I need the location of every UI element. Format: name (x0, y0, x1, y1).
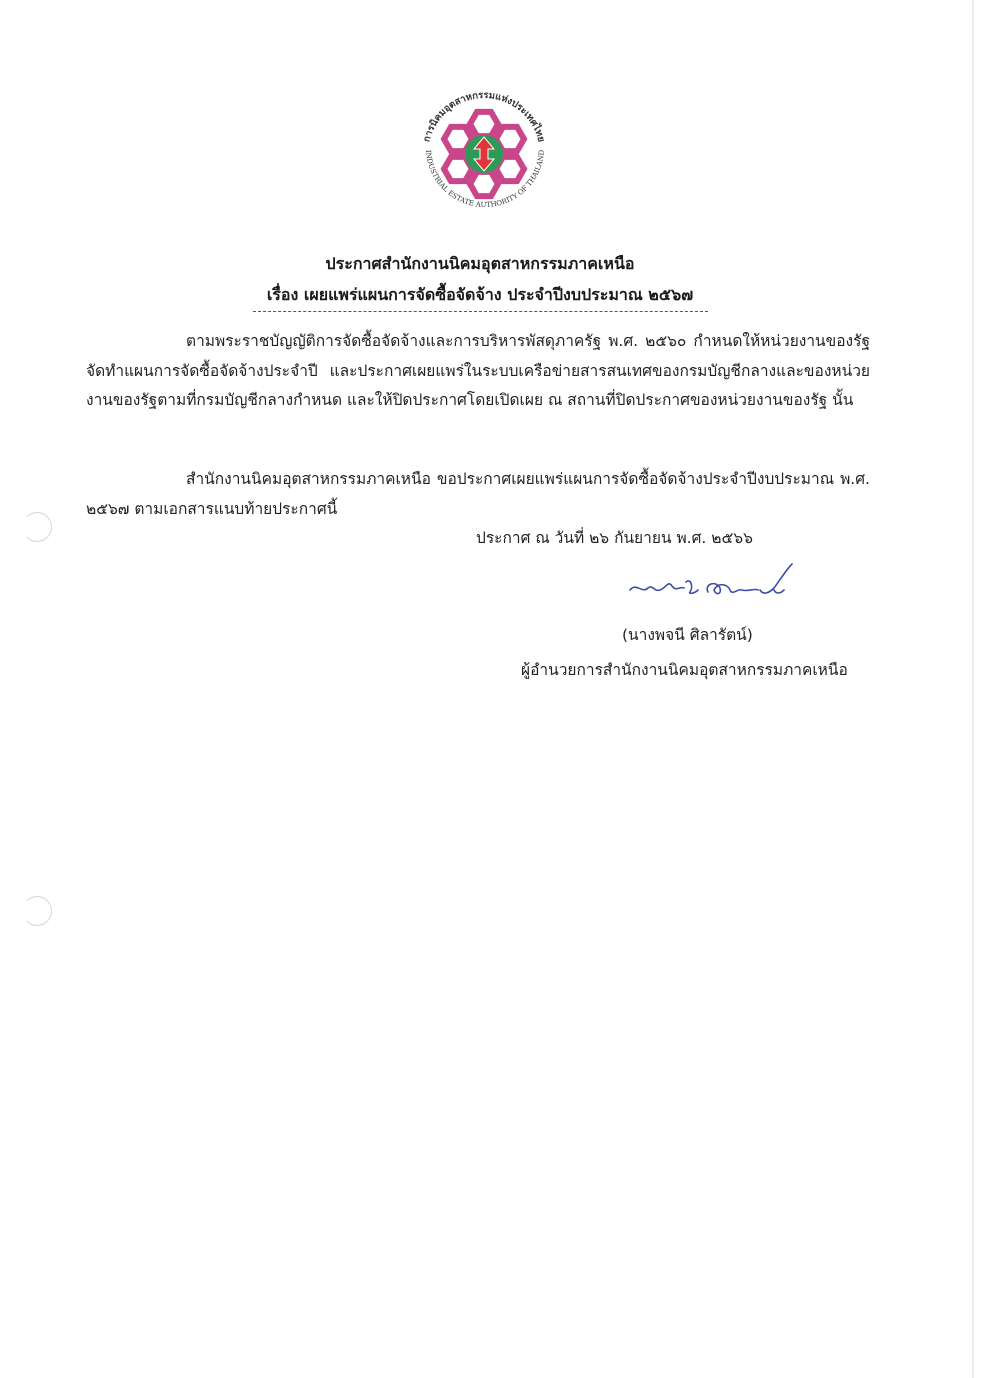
handwritten-signature (624, 560, 804, 610)
title-divider (253, 311, 708, 312)
signatory-position: ผู้อำนวยการสำนักงานนิคมอุตสาหกรรมภาคเหนือ (521, 661, 848, 679)
body-paragraph-text: ตามพระราชบัญญัติการจัดซื้อจัดจ้างและการบริหารพัสดุภาครัฐ พ.ศ. ๒๕๖๐ กำหนดให้หน่วยงานของรัฐจัดทำแผนการจัดซื้อจัดจ้างประจำปี และประกาศเผยแพร่ในระบบเครือข่ายสารสนเทศของกรมบัญชีกลางและของหน่วยงานของรัฐตามที่กรมบัญชีกลางกำหนด และให้ปิดประกาศโดยเปิดเผย ณ สถานที่ปิดประกาศของหน่วยงานของรัฐ นั้น (86, 332, 870, 409)
body-paragraph-text: สำนักงานนิคมอุตสาหกรรมภาคเหนือ ขอประกาศเผยแพร่แผนการจัดซื้อจัดจ้างประจำปีงบประมาณ พ.ศ. ๒๕๖๗ ตามเอกสารแนบท้ายประกาศนี้ (86, 470, 870, 518)
svg-text:การนิคมอุตสาหกรรมแห่งประเทศไทย: การนิคมอุตสาหกรรมแห่งประเทศไทย (421, 89, 547, 144)
punch-hole (22, 896, 52, 926)
page-edge (972, 0, 974, 1378)
signatory-name: (นางพจนี ศิลารัตน์) (622, 626, 753, 644)
ieat-logo (412, 82, 557, 227)
body-paragraph (86, 327, 870, 416)
svg-text:INDUSTRIAL ESTATE AUTHORITY OF: INDUSTRIAL ESTATE AUTHORITY OF THAILAND (424, 149, 547, 210)
body-paragraph (86, 465, 870, 524)
announcement-date: ประกาศ ณ วันที่ ๒๖ กันยายน พ.ศ. ๒๕๖๖ (476, 529, 753, 547)
announcement-subject: เรื่อง เผยแพร่แผนการจัดซื้อจัดจ้าง ประจำปีงบประมาณ ๒๕๖๗ (266, 285, 694, 304)
logo-hexagon (470, 112, 498, 136)
logo-hexagon (470, 172, 498, 196)
announcement-title: ประกาศสำนักงานนิคมอุตสาหกรรมภาคเหนือ (325, 254, 635, 273)
punch-hole (22, 512, 52, 542)
